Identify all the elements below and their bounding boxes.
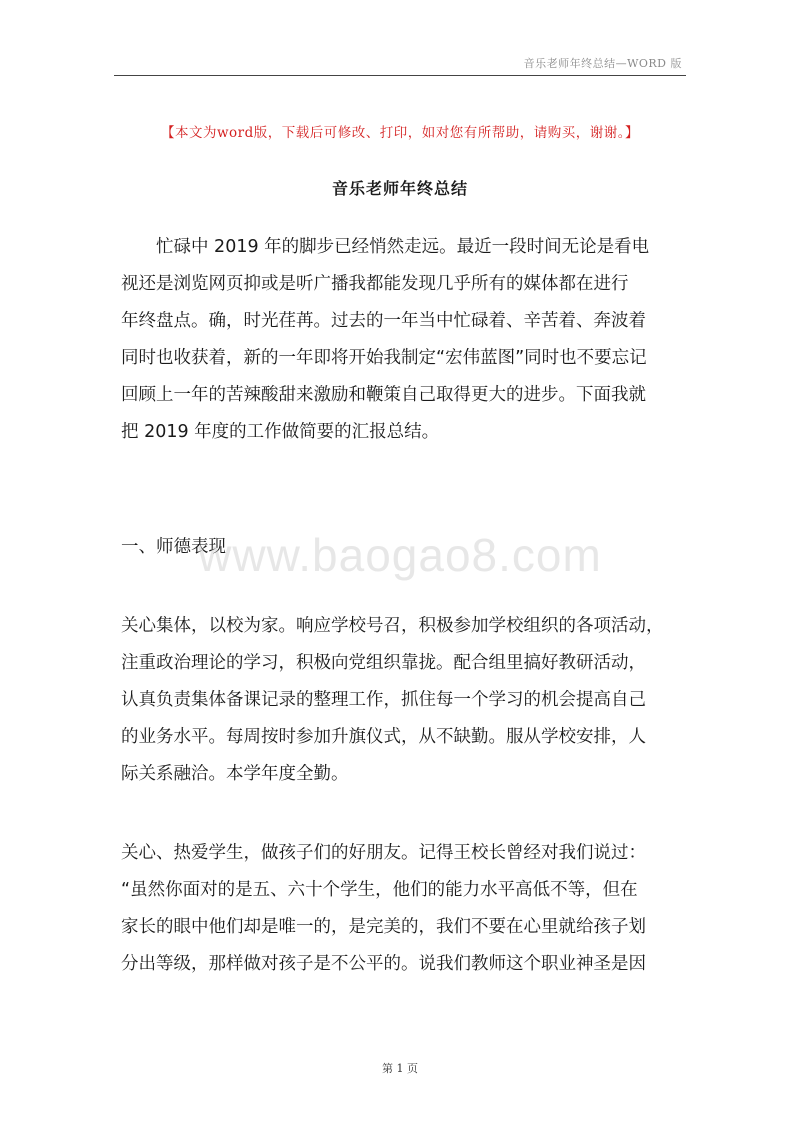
watermark: www.baogao8.com (198, 529, 602, 581)
section-heading: 一、师德表现 (121, 537, 226, 557)
header-rule (114, 75, 686, 76)
paragraph-line: 关心集体，以校为家。响应学校号召，积极参加学校组织的各项活动， (121, 616, 664, 636)
paragraph-line: 家长的眼中他们却是唯一的，是完美的，我们不要在心里就给孩子划 (121, 917, 646, 937)
paragraph-line: 分出等级，那样做对孩子是不公平的。说我们教师这个职业神圣是因 (121, 954, 646, 974)
intro-line: 把 2019 年度的工作做简要的汇报总结。 (121, 422, 440, 442)
intro-line: 同时也收获着，新的一年即将开始我制定“宏伟蓝图”同时也不要忘记 (121, 348, 647, 368)
intro-line: 回顾上一年的苦辣酸甜来激励和鞭策自己取得更大的进步。下面我就 (121, 385, 646, 405)
document-title: 音乐老师年终总结 (331, 179, 468, 198)
purchase-notice: 【本文为word版，下载后可修改、打印，如对您有所帮助，请购买，谢谢。】 (160, 125, 640, 141)
paragraph-line: 认真负责集体备课记录的整理工作，抓住每一个学习的机会提高自己 (121, 690, 646, 710)
paragraph-line: 的业务水平。每周按时参加升旗仪式，从不缺勤。服从学校安排，人 (121, 727, 646, 747)
paragraph-line: 际关系融洽。本学年度全勤。 (121, 764, 349, 784)
page-number: 第 1 页 (382, 1062, 418, 1075)
paragraph-line: 注重政治理论的学习，积极向党组织靠拢。配合组里搞好教研活动， (121, 653, 646, 673)
running-header: 音乐老师年终总结—WORD 版 (523, 57, 682, 70)
intro-line: 视还是浏览网页抑或是听广播我都能发现几乎所有的媒体都在进行 (121, 274, 629, 294)
paragraph-line: “虽然你面对的是五、六十个学生，他们的能力水平高低不等，但在 (121, 880, 638, 900)
intro-line: 年终盘点。确，时光荏苒。过去的一年当中忙碌着、辛苦着、奔波着 (121, 311, 646, 331)
intro-line: 忙碌中 2019 年的脚步已经悄然走远。最近一段时间无论是看电 (121, 237, 650, 257)
paragraph-line: 关心、热爱学生，做孩子们的好朋友。记得王校长曾经对我们说过： (121, 843, 646, 863)
